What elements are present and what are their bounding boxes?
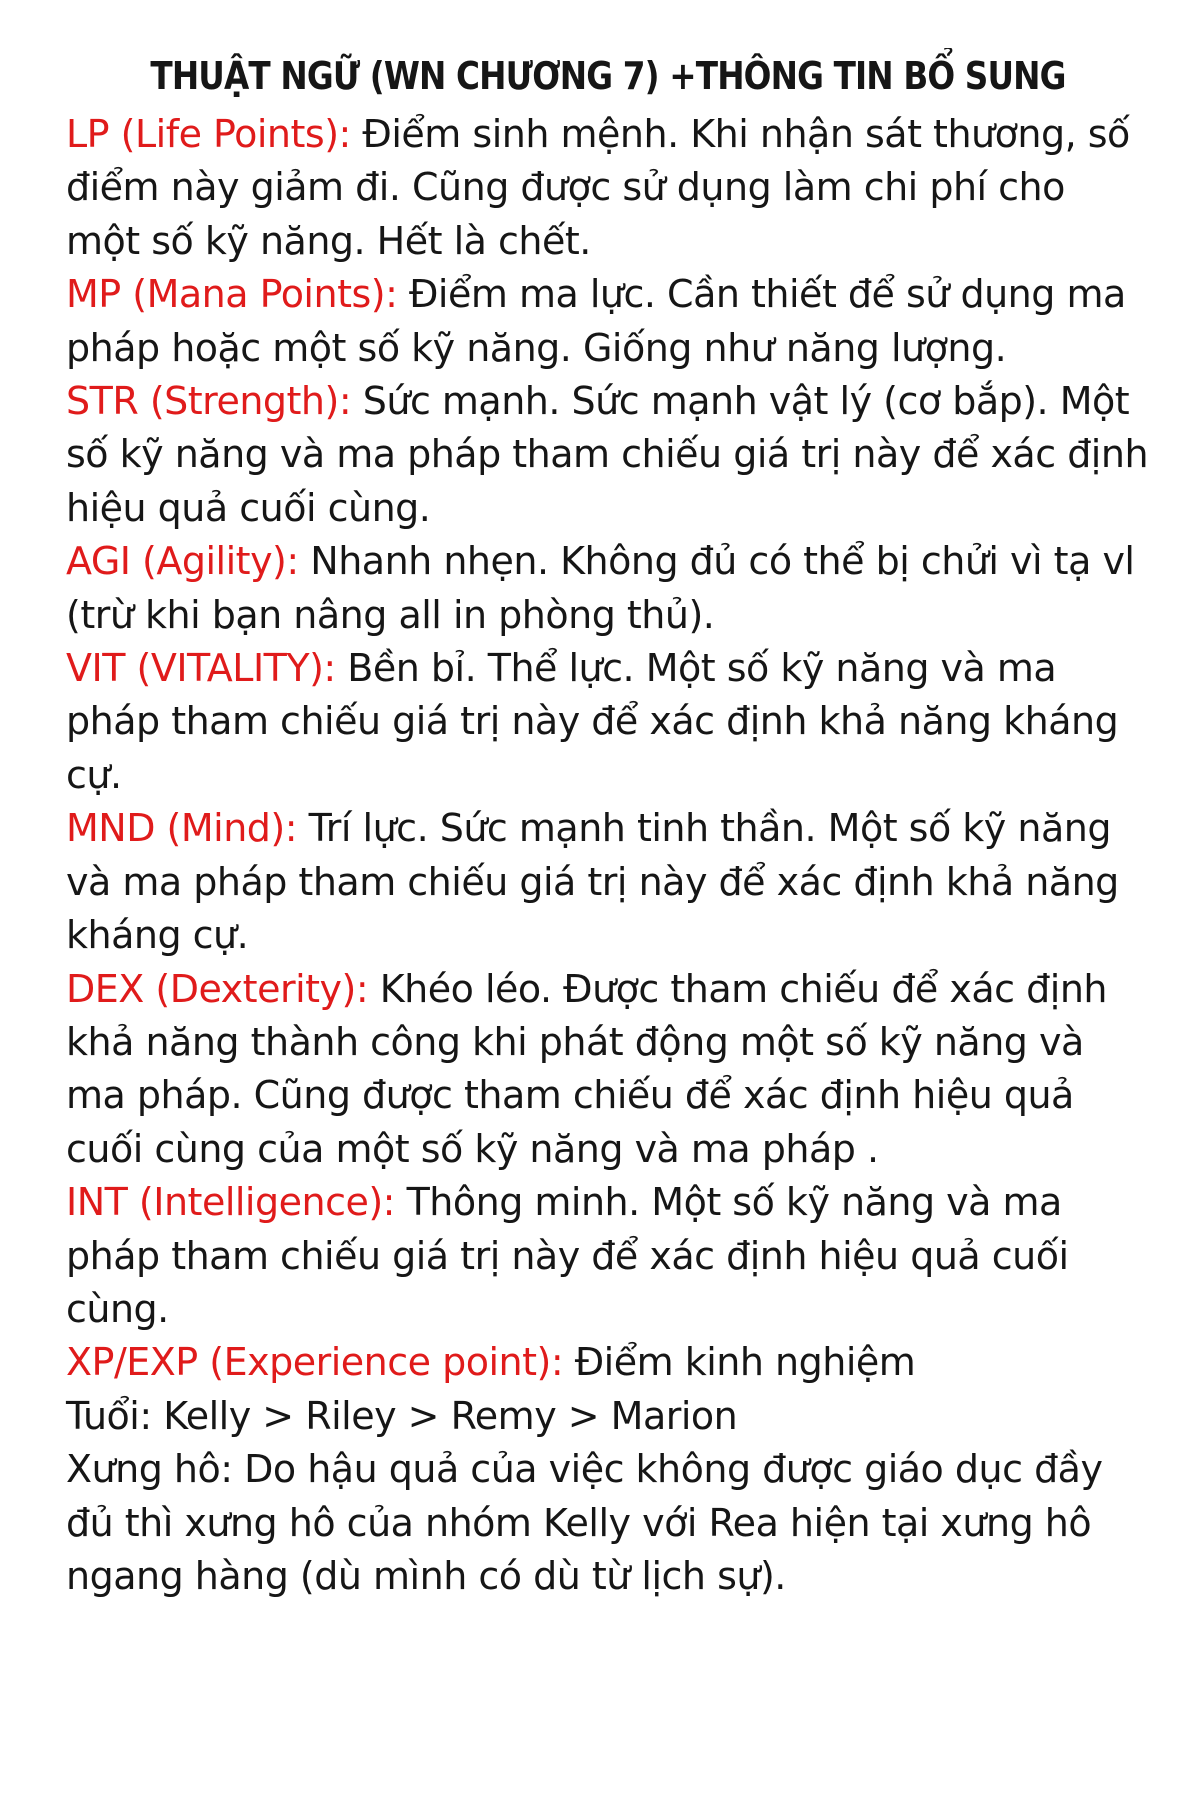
term-definition: Trí lực. Sức mạnh tinh thần. Một số kỹ năng và ma pháp tham chiếu giá trị này để xác định khả năng kháng cự. bbox=[66, 806, 1119, 958]
term-definition: Khéo léo. Được tham chiếu để xác định khả năng thành công khi phát động một số kỹ năng và ma pháp. Cũng được tham chiếu để xác định hiệu quả cuối cùng của một số kỹ năng và ma pháp . bbox=[66, 966, 1107, 1171]
glossary-entry-agi bbox=[66, 535, 1150, 642]
glossary-entry-lp bbox=[66, 108, 1150, 268]
term-definition: Thông minh. Một số kỹ năng và ma pháp tham chiếu giá trị này để xác định hiệu quả cuối cùng. bbox=[66, 1180, 1069, 1331]
glossary-entry-int bbox=[66, 1176, 1150, 1336]
note-text: Tuổi: Kelly > Riley > Remy > Marion bbox=[66, 1393, 738, 1438]
term-definition: Sức mạnh. Sức mạnh vật lý (cơ bắp). Một số kỹ năng và ma pháp tham chiếu giá trị này để xác định hiệu quả cuối cùng. bbox=[66, 379, 1149, 530]
note-text: Xưng hô: Do hậu quả của việc không được giáo dục đầy đủ thì xưng hô của nhóm Kelly với Rea hiện tại xưng hô ngang hàng (dù mình có dù từ lịch sự). bbox=[66, 1447, 1103, 1598]
term-label: AGI (Agility): bbox=[66, 539, 299, 584]
term-definition: Điểm ma lực. Cần thiết để sử dụng ma pháp hoặc một số kỹ năng. Giống như năng lượng. bbox=[66, 272, 1126, 370]
extra-note-age bbox=[66, 1390, 1150, 1443]
glossary-entry-mnd bbox=[66, 802, 1150, 962]
glossary-entry-str bbox=[66, 375, 1150, 535]
glossary-entry-exp bbox=[66, 1336, 1150, 1389]
glossary-entry-mp bbox=[66, 268, 1150, 375]
term-label: STR (Strength): bbox=[66, 379, 352, 424]
term-definition: Bền bỉ. Thể lực. Một số kỹ năng và ma pháp tham chiếu giá trị này để xác định khả năng kháng cự. bbox=[66, 646, 1119, 797]
term-label: INT (Intelligence): bbox=[66, 1180, 395, 1225]
term-definition: Nhanh nhẹn. Không đủ có thể bị chửi vì tạ vl (trừ khi bạn nâng all in phòng thủ). bbox=[66, 539, 1135, 637]
term-label: LP (Life Points): bbox=[66, 112, 351, 156]
term-definition: Điểm kinh nghiệm bbox=[563, 1340, 916, 1385]
term-label: XP/EXP (Experience point): bbox=[66, 1340, 564, 1385]
extra-note-address bbox=[66, 1443, 1150, 1603]
glossary-entry-dex bbox=[66, 963, 1150, 1177]
term-label: DEX (Dexterity): bbox=[66, 966, 369, 1011]
page-title: THUẬT NGỮ (WN CHƯƠNG 7) +THÔNG TIN BỔ SUNG bbox=[150, 54, 1066, 98]
term-label: VIT (VITALITY): bbox=[66, 646, 336, 691]
term-label: MND (Mind): bbox=[66, 806, 298, 851]
term-definition: Điểm sinh mệnh. Khi nhận sát thương, số điểm này giảm đi. Cũng được sử dụng làm chi phí cho một số kỹ năng. Hết là chết. bbox=[66, 112, 1130, 263]
term-label: MP (Mana Points): bbox=[66, 272, 398, 317]
glossary-entry-vit bbox=[66, 642, 1150, 802]
